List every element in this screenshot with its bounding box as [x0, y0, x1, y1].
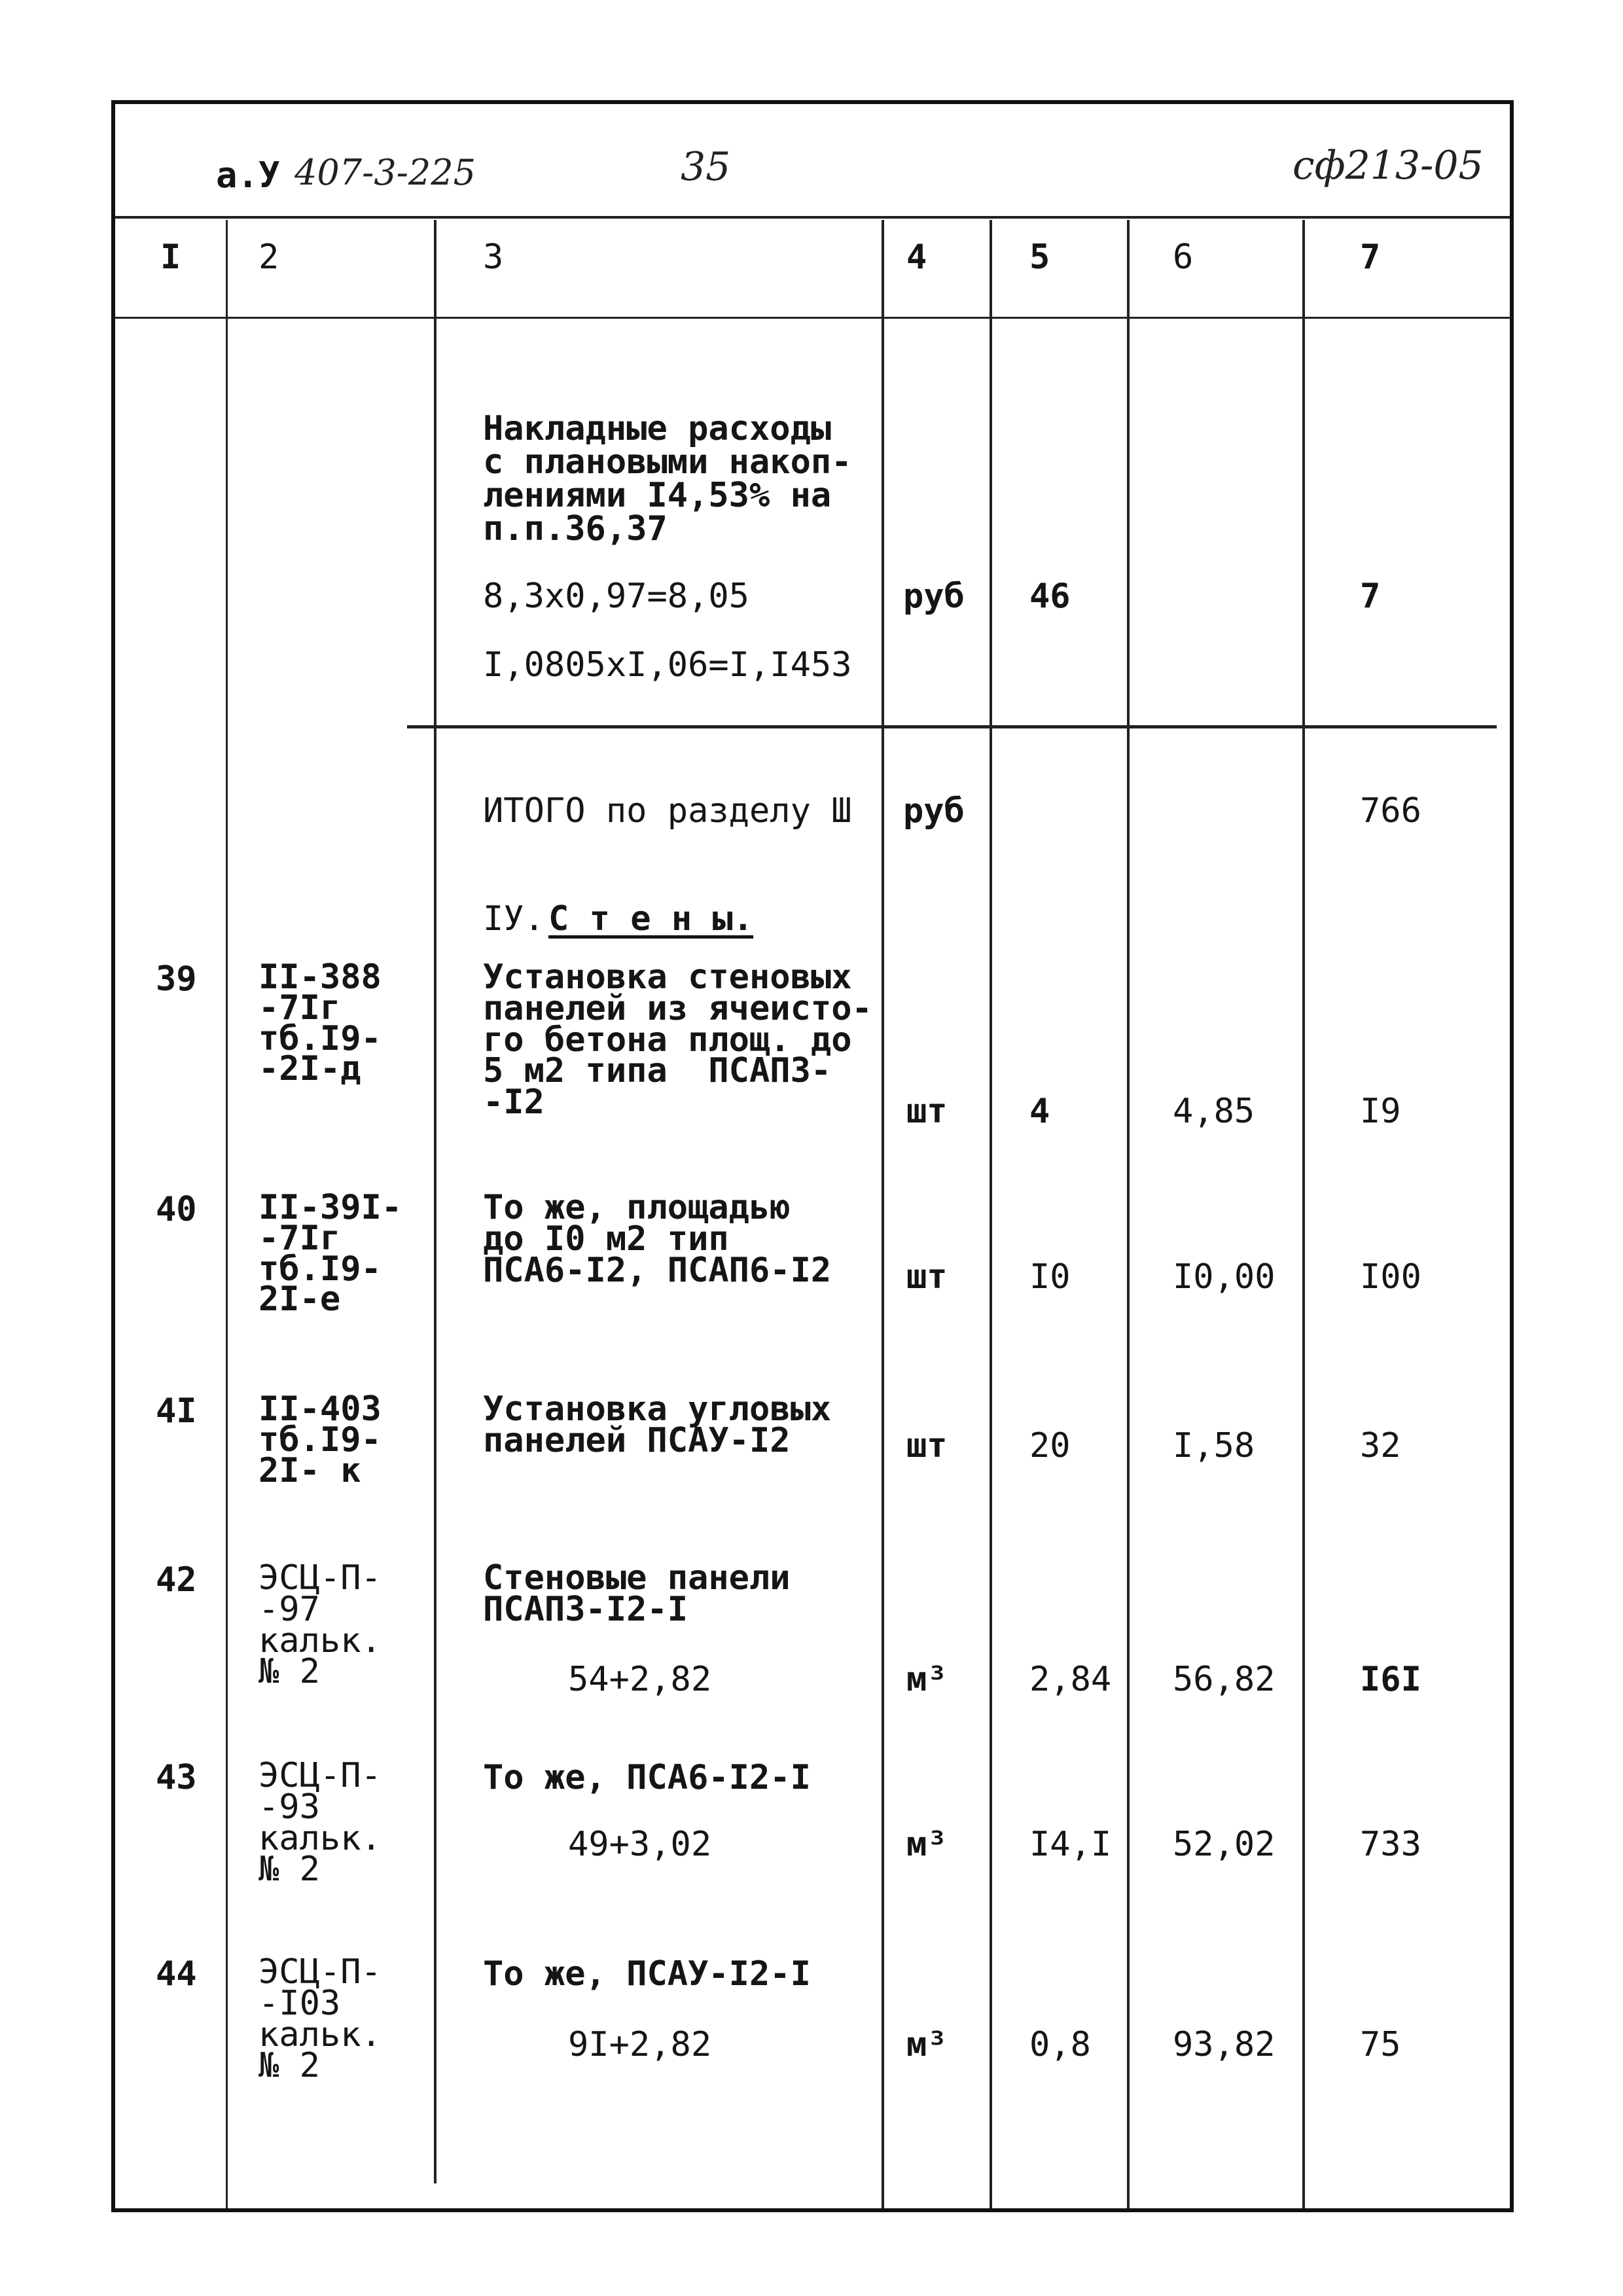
row-41-col5: 20: [1029, 1426, 1071, 1465]
row-40-col6: I0,00: [1173, 1257, 1275, 1297]
row-39-col7: I9: [1360, 1092, 1401, 1131]
row-40-num: 40: [156, 1190, 197, 1229]
column-header-6: 6: [1173, 238, 1194, 277]
col-divider-3: [882, 220, 884, 2208]
header-divider: [115, 216, 1510, 219]
sheet-code: сф213-05: [1293, 143, 1484, 188]
overhead-col7: 7: [1360, 577, 1381, 616]
col-divider-2: [434, 220, 437, 2183]
row-44-col5: 0,8: [1029, 2025, 1091, 2064]
overhead-formula-1: 8,3х0,97=8,05: [483, 577, 749, 616]
col-divider-1: [226, 220, 228, 2208]
row-41-unit: шт: [906, 1426, 948, 1465]
row-43-desc: То же, ПСА6-I2-I: [483, 1758, 811, 1797]
row-44-desc: То же, ПСАУ-I2-I: [483, 1954, 811, 1994]
overhead-unit: руб: [903, 577, 965, 616]
col-divider-6: [1302, 220, 1305, 2208]
row-43-col7: 733: [1360, 1825, 1421, 1864]
column-header-divider: [115, 317, 1510, 319]
row-39-code: II-388 -7Iг тб.I9- -2I-д: [259, 958, 382, 1089]
row-42-num: 42: [156, 1560, 197, 1600]
overhead-formula-2: I,0805хI,06=I,I453: [483, 645, 852, 685]
overhead-description: Накладные расходы с плановыми накоп- лениями I4,53% на п.п.36,37: [483, 409, 852, 548]
row-41-desc: Установка угловых панелей ПСАУ-I2: [483, 1390, 832, 1460]
column-header-7: 7: [1360, 238, 1381, 277]
row-39-num: 39: [156, 960, 197, 999]
column-header-5: 5: [1029, 238, 1050, 277]
row-41-col7: 32: [1360, 1426, 1401, 1465]
row-42-col7: I6I: [1360, 1660, 1421, 1699]
row-44-code: ЭСЦ-П- -I03 кальк. № 2: [259, 1952, 382, 2086]
row-40-col7: I00: [1360, 1257, 1421, 1297]
col-divider-4: [990, 220, 992, 2208]
row-44-col6: 93,82: [1173, 2025, 1275, 2064]
row-43-col6: 52,02: [1173, 1825, 1275, 1864]
overhead-col5: 46: [1029, 577, 1071, 616]
row-42-unit: м³: [906, 1660, 948, 1699]
row-41-num: 4I: [156, 1391, 197, 1431]
row-41-col6: I,58: [1173, 1426, 1255, 1465]
row-43-formula: 49+3,02: [568, 1825, 712, 1864]
row-44-col7: 75: [1360, 2025, 1401, 2064]
doc-number: 407-3-225: [294, 152, 476, 193]
section-total-value: 766: [1360, 791, 1421, 831]
row-39-unit: шт: [906, 1092, 948, 1131]
doc-prefix: а.У: [216, 154, 280, 196]
row-39-col6: 4,85: [1173, 1092, 1255, 1131]
row-43-num: 43: [156, 1758, 197, 1797]
row-43-unit: м³: [906, 1825, 948, 1864]
section-total-label: ИТОГО по разделу Ш: [483, 791, 852, 831]
page-number: 35: [681, 144, 731, 190]
column-header-1: I: [160, 238, 181, 277]
row-42-code: ЭСЦ-П- -97 кальк. № 2: [259, 1558, 382, 1692]
column-header-2: 2: [259, 238, 279, 277]
column-header-3: 3: [483, 238, 504, 277]
row-41-code: II-403 тб.I9- 2I- к: [259, 1390, 382, 1490]
column-header-4: 4: [906, 238, 927, 277]
section-total-unit: руб: [903, 791, 965, 831]
row-43-col5: I4,I: [1029, 1825, 1112, 1864]
row-42-col5: 2,84: [1029, 1660, 1112, 1699]
row-40-unit: шт: [906, 1257, 948, 1297]
col-divider-5: [1127, 220, 1130, 2208]
row-40-desc: То же, площадью до I0 м2 тип ПСА6-I2, ПСАП6-I2: [483, 1188, 832, 1290]
section-prefix: IУ.: [483, 899, 544, 939]
row-42-desc: Стеновые панели ПСАП3-I2-I: [483, 1558, 791, 1629]
overhead-divider: [407, 725, 1497, 728]
row-44-formula: 9I+2,82: [568, 2025, 712, 2064]
row-44-num: 44: [156, 1954, 197, 1994]
row-42-formula: 54+2,82: [568, 1660, 712, 1699]
row-39-col5: 4: [1029, 1092, 1050, 1131]
row-44-unit: м³: [906, 2025, 948, 2064]
section-title: С т е н ы.: [548, 899, 754, 939]
row-40-col5: I0: [1029, 1257, 1071, 1297]
row-43-code: ЭСЦ-П- -93 кальк. № 2: [259, 1756, 382, 1890]
row-39-desc: Установка стеновых панелей из ячеисто- го бетона площ. до 5 м2 типа ПСАП3- -I2: [483, 958, 872, 1122]
row-40-code: II-39I- -7Iг тб.I9- 2I-е: [259, 1188, 402, 1319]
row-42-col6: 56,82: [1173, 1660, 1275, 1699]
